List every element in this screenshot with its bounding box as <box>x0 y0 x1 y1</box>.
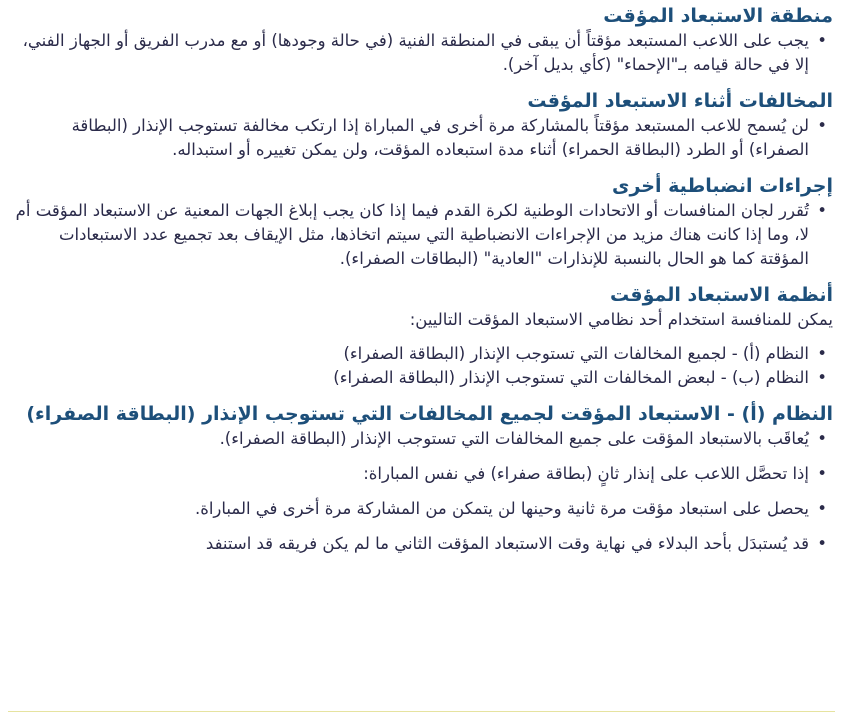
bullet-list <box>10 29 833 77</box>
list-item: • النظام (ب) - لبعض المخالفات التي تستوجب الإنذار (البطاقة الصفراء) <box>10 366 833 390</box>
list-item: • إذا تحصَّل اللاعب على إنذار ثانٍ (بطاقة صفراء) في نفس المباراة: <box>10 462 833 486</box>
section-heading: النظام (أ) - الاستبعاد المؤقت لجميع المخالفات التي تستوجب الإنذار (البطاقة الصفراء) <box>26 403 833 425</box>
list-item: • قد يُستبدَل بأحد البدلاء في نهاية وقت الاستبعاد المؤقت الثاني ما لم يكن فريقه قد استنفد <box>10 532 833 556</box>
list-item: • يُعاقَب بالاستبعاد المؤقت على جميع المخالفات التي تستوجب الإنذار (البطاقة الصفراء). <box>10 427 833 451</box>
section-dismissal-systems <box>10 283 833 390</box>
list-item: • النظام (أ) - لجميع المخالفات التي تستوجب الإنذار (البطاقة الصفراء) <box>10 342 833 366</box>
list-item: • يحصل على استبعاد مؤقت مرة ثانية وحينها لن يتمكن من المشاركة مرة أخرى في المباراة. <box>10 497 833 521</box>
section-temporary-dismissal-area <box>10 4 833 77</box>
list-item: • يجب على اللاعب المستبعد مؤقتاً أن يبقى في المنطقة الفنية (في حالة وجودها) أو مع مدرب الفريق أو الجهاز الفني، إلا في حالة قيامه بـ"الإحماء" (كأي بديل آخر). <box>10 29 833 77</box>
section-heading: المخالفات أثناء الاستبعاد المؤقت <box>527 90 833 112</box>
section-other-disciplinary-actions <box>10 174 833 271</box>
section-intro: يمكن للمنافسة استخدام أحد نظامي الاستبعاد المؤقت التاليين: <box>409 310 833 329</box>
bullet-list <box>10 199 833 271</box>
list-item: • لن يُسمح للاعب المستبعد مؤقتاً بالمشاركة مرة أخرى في المباراة إذا ارتكب مخالفة تستوجب الإنذار (البطاقة الصفراء) أو الطرد (البطاقة الحمراء) أثناء مدة استبعاده المؤقت، ولن يمكن تغييره أو استبداله. <box>10 114 833 162</box>
section-heading: منطقة الاستبعاد المؤقت <box>603 5 833 27</box>
bullet-list <box>10 427 833 556</box>
list-item: • تُقرر لجان المنافسات أو الاتحادات الوطنية لكرة القدم فيما إذا كان يجب إبلاغ الجهات المعنية عن الاستبعاد المؤقت أم لا، وما إذا كانت هناك مزيد من الإجراءات الانضباطية التي سيتم اتخاذها، مثل الإيقاف بعد تجميع عدد الاستبعادات المؤقتة كما هو الحال بالنسبة للإنذارات "العادية" (البطاقات الصفراء). <box>10 199 833 271</box>
section-heading: إجراءات انضباطية أخرى <box>612 175 833 197</box>
section-heading: أنظمة الاستبعاد المؤقت <box>610 284 833 306</box>
section-system-a <box>10 402 833 556</box>
bullet-list <box>10 342 833 390</box>
footer-divider <box>8 711 835 712</box>
bullet-list <box>10 114 833 162</box>
section-offences-during-dismissal <box>10 89 833 162</box>
